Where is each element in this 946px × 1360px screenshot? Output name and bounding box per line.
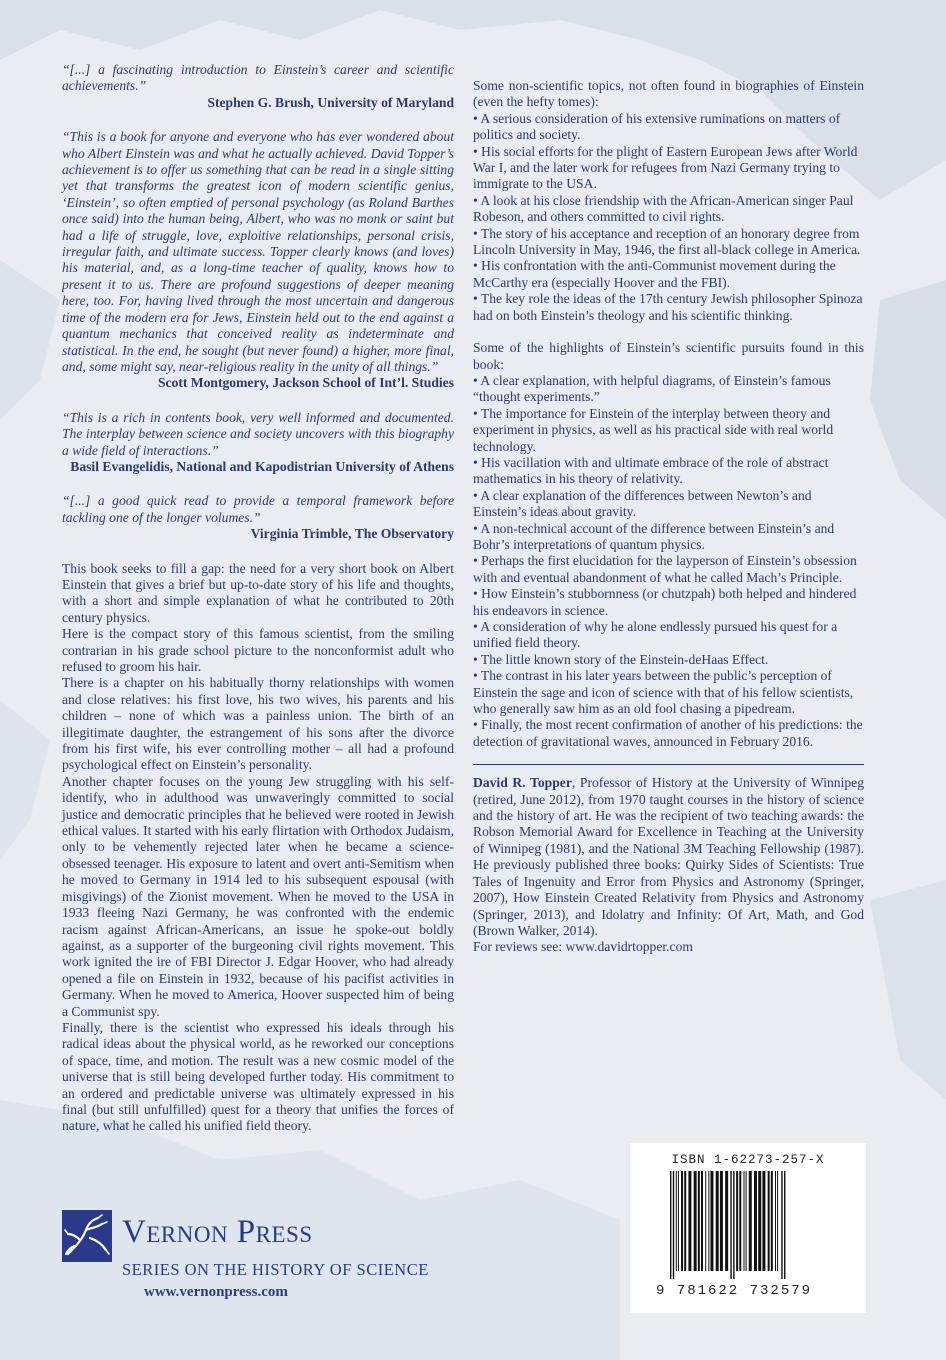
publisher-name: Vernon Press xyxy=(122,1214,313,1250)
list-item: • The contrast in his later years between the public’s perception of Einstein the sage and icon of science with that of his fellow scientists, who generally saw him as an old fool chasing a pipedream. xyxy=(473,668,854,717)
barcode-bar xyxy=(781,1171,782,1279)
list-item: • The story of his acceptance and reception of an honorary degree from Lincoln University in May, 1946, the first all-black college in America. xyxy=(473,225,861,258)
barcode-bar xyxy=(708,1171,709,1271)
barcode-bar xyxy=(720,1171,723,1271)
barcode-bar xyxy=(762,1171,765,1271)
book-description xyxy=(62,561,454,1135)
list-item: • The key role the ideas of the 17th century Jewish philosopher Spinoza had on both Einstein’s theology and his scientific thinking. xyxy=(473,291,863,323)
quote-text: “[...] a good quick read to provide a temporal framework before tackling one of the longer volumes.” xyxy=(62,493,454,525)
scientific-highlights xyxy=(473,340,864,750)
barcode-bar xyxy=(725,1171,728,1271)
quote-text: “This is a rich in contents book, very well informed and documented. The interplay between science and society uncovers with this biography a wide field of interactions.” xyxy=(62,409,454,458)
section-intro: Some of the highlights of Einstein’s scientific pursuits found in this book: xyxy=(473,340,864,372)
barcode-bar xyxy=(684,1171,686,1271)
barcode-bar xyxy=(673,1171,674,1279)
quote-attribution: Virginia Trimble, The Observatory xyxy=(250,526,454,542)
barcode-bar xyxy=(710,1171,713,1271)
barcode-bar xyxy=(758,1171,761,1271)
barcode-bar xyxy=(771,1171,773,1271)
highlight-list xyxy=(473,373,864,750)
vernon-press-tree-icon xyxy=(62,1210,112,1262)
barcode-bar xyxy=(688,1171,691,1271)
list-item: • A clear explanation of the differences between Newton’s and Einstein’s ideas about gravity. xyxy=(473,487,812,520)
description-paragraph: Finally, there is the scientist who expressed his ideals through his radical ideas about the physical world, as he reworked our conceptions of space, time, and motion. The result was a new cosmic model of the universe that is still being developed further today. His commitment to an ordered and predictable universe was ultimately expressed in his final (but still unfulfilled) quest for a theory that unifies the forces of nature, what he called his unified field theory. xyxy=(62,1019,454,1134)
quote-attribution: Scott Montgomery, Jackson School of Int’l. Studies xyxy=(157,375,454,391)
list-item: • The little known story of the Einstein-deHaas Effect. xyxy=(473,651,769,667)
barcode-bar xyxy=(749,1171,752,1271)
description-paragraph: There is a chapter on his habitually thorny relationships with women and close relatives: his first love, his two wives, his parents and his children – none of which was a painless union. The birth of an illegitimate daughter, the estrangement of his sons after the divorce from his first wife, his ever controlling mother – all had a profound psychological effect on Einstein’s personality. xyxy=(62,675,454,773)
barcode-bar xyxy=(676,1171,677,1271)
author-bio-body: , Professor of History at the University of Winnipeg (retired, June 2012), from 1970 taught courses in the history of science and the history of art. He was the recipient of two teaching awards: the Robson Memorial Award for Excellence in Teaching at the University of Winnipeg (1981), and the National 3M Teaching Fellowship (1987). He previously published three books: Quirky Sides of Scientists: True Tales of Ingenuity and Error from Physics and Astronomy (Springer, 2007), How Einstein Created Relativity from Physics and Astronomy (Springer, 2013), and Idolatry and Infinity: Of Art, Math, and God (Brown Walker, 2014). xyxy=(473,775,864,938)
author-bio-text xyxy=(473,775,864,939)
quote-attribution: Stephen G. Brush, University of Maryland xyxy=(207,94,454,110)
description-paragraph: Another chapter focuses on the young Jew struggling with his self-identify, who in adulthood was unwaveringly committed to social justice and democratic principles that he believed were rooted in Jewish ethical values. It started with his early flirtation with Orthodox Judaism, only to be vehemently rejected later when he became a science-obsessed teenager. His exposure to latent and overt anti-Semitism when he moved to Germany in 1914 led to his subsequent espousal (with misgivings) of the Zionist movement. When he moved to the USA in 1933 fleeing Nazi Germany, he was confronted with the endemic racism against African-Americans, an issue he spoke-out boldly against, as a supporter of the burgeoning civil rights movement. This work ignited the ire of FBI Director J. Edgar Hoover, who had already opened a file on Einstein in 1932, because of his pacifist activities in Germany. When he moved to America, Hoover suspected him of being a Communist spy. xyxy=(62,773,454,1019)
barcode-bar xyxy=(698,1171,700,1271)
description-paragraph: Here is the compact story of this famous scientist, from the smiling contrarian in his grade school picture to the nonconformist adult who refused to groom his hair. xyxy=(62,626,454,674)
list-item: • Perhaps the first elucidation for the layperson of Einstein’s obsession with and eventual abandonment of what he called Mach’s Principle. xyxy=(473,553,857,585)
barcode-bar xyxy=(681,1171,683,1271)
series-name: SERIES ON THE HISTORY OF SCIENCE xyxy=(122,1260,429,1279)
quote-attribution: Basil Evangelidis, National and Kapodistrian University of Athens xyxy=(70,458,454,474)
list-item: • The importance for Einstein of the interplay between theory and experiment in physics, as well as his practical side with real world technology. xyxy=(473,405,834,454)
list-item: • A serious consideration of his extensive ruminations on matters of politics and society. xyxy=(473,110,841,143)
barcode-bar xyxy=(775,1171,776,1271)
list-item: • His social efforts for the plight of Eastern European Jews after World War I, and the later work for refugees from Nazi Germany trying to immigrate to the USA. xyxy=(473,143,858,192)
barcode-bar xyxy=(694,1171,697,1271)
barcode-bar xyxy=(784,1171,785,1279)
review-quote xyxy=(62,62,454,111)
right-column xyxy=(473,62,864,956)
barcode-bar xyxy=(705,1171,706,1271)
list-item: • A look at his close friendship with the African-American singer Paul Robeson, and others committed to civil rights. xyxy=(473,192,854,225)
review-quote xyxy=(62,129,454,392)
list-item: • How Einstein’s stubbornness (or chutzpah) both helped and hindered his endeavors in science. xyxy=(473,586,857,618)
non-scientific-topics xyxy=(473,78,864,324)
quote-text: “This is a book for anyone and everyone who has ever wondered about who Albert Einstein was and what he actually achieved. David Topper’s achievement is to offer us something that can be read in a single sitting yet that transforms the greatest icon of modern scientific genius, ‘Einstein’, so often emptied of personal psychology (as Roland Barthes once said) into the human being, Albert, who was no monk or saint but had a life of struggle, love, exploitive relationships, personal crisis, irregular faith, and ultimate success. Topper clearly knows (and loves) his material, and, as a long-time teacher of quality, knows how to present it to us. There are profound suggestions of deeper meaning here, too. For, having lived through the most uncertain and dangerous time of the modern era for Jews, Einstein held out to the end against a quantum mechanics that conceived reality as indeterminate and statistical. In the end, he sought (but never found) a higher, more final, and, some might say, near-religious reality in the unity of all things.” xyxy=(62,129,454,374)
barcode-bar xyxy=(739,1171,741,1271)
section-intro: Some non-scientific topics, not often found in biographies of Einstein (even the hefty tomes): xyxy=(473,78,864,110)
list-item: • His confrontation with the anti-Communist movement during the McCarthy era (especially Hoover and the FBI). xyxy=(473,258,836,290)
list-item: • A consideration of why he alone endlessly pursued his quest for a unified field theory. xyxy=(473,619,838,651)
barcode-bar xyxy=(744,1171,745,1271)
list-item: • His vacillation with and ultimate embrace of the role of abstract mathematics in his theory of relativity. xyxy=(473,454,829,487)
publisher-url[interactable]: www.vernonpress.com xyxy=(144,1284,288,1300)
author-bio xyxy=(473,775,864,955)
list-item: • A non-technical account of the difference between Einstein’s and Bohr’s interpretations of quantum physics. xyxy=(473,520,835,552)
barcode-bar xyxy=(678,1171,679,1271)
barcode-bars xyxy=(668,1171,838,1281)
review-quote xyxy=(62,410,454,476)
barcode-bar xyxy=(670,1171,671,1279)
barcode-bar xyxy=(701,1171,703,1271)
description-paragraph: This book seeks to fill a gap: the need for a very short book on Albert Einstein that gives a brief but up-to-date story of his life and thoughts, with a short and simple explanation of what he contributed to 20th century physics. xyxy=(62,560,454,625)
list-item: • A clear explanation, with helpful diagrams, of Einstein’s famous “thought experiments.” xyxy=(473,372,831,405)
barcode-bar xyxy=(754,1171,757,1271)
ean-digits: 9 781622 732579 xyxy=(656,1283,813,1299)
barcode-bar xyxy=(768,1171,770,1271)
barcode-bar xyxy=(716,1171,719,1271)
quote-text: “[...] a fascinating introduction to Einstein’s career and scientific achievements.” xyxy=(62,62,454,94)
divider xyxy=(473,764,864,765)
barcode-bar xyxy=(733,1171,734,1279)
barcode-bar xyxy=(730,1171,731,1279)
topic-list xyxy=(473,111,864,324)
barcode-bar xyxy=(777,1171,778,1271)
left-column xyxy=(62,62,454,1135)
barcode-bar xyxy=(736,1171,738,1271)
review-quote xyxy=(62,493,454,542)
author-name: David R. Topper xyxy=(473,775,572,791)
isbn-label: ISBN 1-62273-257-X xyxy=(671,1153,825,1167)
barcode-bar xyxy=(746,1171,747,1271)
barcode xyxy=(630,1143,866,1313)
reviews-link[interactable]: For reviews see: www.davidrtopper.com xyxy=(473,939,693,955)
list-item: • Finally, the most recent confirmation of another of his predictions: the detection of gravitational waves, announced in February 2016. xyxy=(473,717,863,749)
